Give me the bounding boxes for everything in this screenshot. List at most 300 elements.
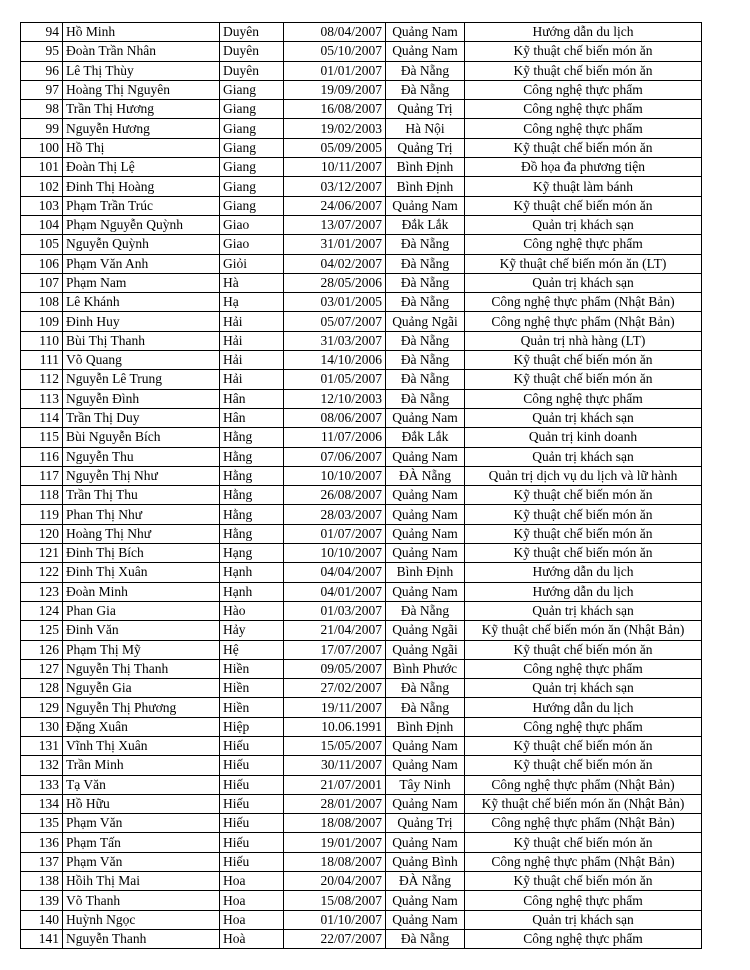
row-number-cell: 99 xyxy=(21,119,63,138)
surname-cell: Phan Thị Như xyxy=(63,505,220,524)
row-number-cell: 98 xyxy=(21,100,63,119)
table-row xyxy=(21,563,702,582)
row-number-cell: 113 xyxy=(21,389,63,408)
table-row xyxy=(21,872,702,891)
row-number-cell: 118 xyxy=(21,486,63,505)
major-cell: Hướng dẫn du lịch xyxy=(465,698,702,717)
major-cell: Quản trị khách sạn xyxy=(465,679,702,698)
birth-date-cell: 13/07/2007 xyxy=(284,215,386,234)
surname-cell: Nguyễn Thị Phương xyxy=(63,698,220,717)
major-cell: Quản trị khách sạn xyxy=(465,215,702,234)
table-row xyxy=(21,119,702,138)
surname-cell: Nguyễn Hương xyxy=(63,119,220,138)
major-cell: Kỹ thuật chế biến món ăn xyxy=(465,756,702,775)
table-row xyxy=(21,466,702,485)
table-row xyxy=(21,601,702,620)
row-number-cell: 125 xyxy=(21,621,63,640)
province-cell: Bình Định xyxy=(386,177,465,196)
major-cell: Công nghệ thực phẩm (Nhật Bản) xyxy=(465,814,702,833)
birth-date-cell: 30/11/2007 xyxy=(284,756,386,775)
table-row xyxy=(21,929,702,948)
table-row xyxy=(21,42,702,61)
row-number-cell: 122 xyxy=(21,563,63,582)
row-number-cell: 95 xyxy=(21,42,63,61)
row-number-cell: 103 xyxy=(21,196,63,215)
major-cell: Kỹ thuật chế biến món ăn xyxy=(465,524,702,543)
surname-cell: Nguyễn Quỳnh xyxy=(63,235,220,254)
table-row xyxy=(21,254,702,273)
given-name-cell: Hải xyxy=(220,370,284,389)
table-row xyxy=(21,331,702,350)
surname-cell: Võ Thanh xyxy=(63,891,220,910)
given-name-cell: Hải xyxy=(220,351,284,370)
surname-cell: Đinh Văn xyxy=(63,621,220,640)
row-number-cell: 112 xyxy=(21,370,63,389)
province-cell: Đắk Lắk xyxy=(386,428,465,447)
given-name-cell: Hiếu xyxy=(220,756,284,775)
row-number-cell: 137 xyxy=(21,852,63,871)
major-cell: Công nghệ thực phẩm xyxy=(465,891,702,910)
given-name-cell: Hải xyxy=(220,331,284,350)
surname-cell: Bùi Thị Thanh xyxy=(63,331,220,350)
surname-cell: Phạm Tấn xyxy=(63,833,220,852)
surname-cell: Đinh Huy xyxy=(63,312,220,331)
given-name-cell: Hoa xyxy=(220,910,284,929)
row-number-cell: 100 xyxy=(21,138,63,157)
birth-date-cell: 01/03/2007 xyxy=(284,601,386,620)
given-name-cell: Hằng xyxy=(220,466,284,485)
province-cell: Quảng Nam xyxy=(386,505,465,524)
province-cell: Quảng Nam xyxy=(386,910,465,929)
table-row xyxy=(21,910,702,929)
major-cell: Quản trị khách sạn xyxy=(465,447,702,466)
table-row xyxy=(21,717,702,736)
province-cell: ĐÀ Nẵng xyxy=(386,466,465,485)
province-cell: Đà Nẵng xyxy=(386,679,465,698)
row-number-cell: 129 xyxy=(21,698,63,717)
birth-date-cell: 05/07/2007 xyxy=(284,312,386,331)
table-row xyxy=(21,852,702,871)
province-cell: Quảng Trị xyxy=(386,138,465,157)
province-cell: Đà Nẵng xyxy=(386,293,465,312)
major-cell: Quản trị kinh doanh xyxy=(465,428,702,447)
major-cell: Quản trị khách sạn xyxy=(465,910,702,929)
surname-cell: Trần Thị Duy xyxy=(63,408,220,427)
table-row xyxy=(21,370,702,389)
surname-cell: Phạm Văn xyxy=(63,814,220,833)
table-row xyxy=(21,235,702,254)
given-name-cell: Giang xyxy=(220,100,284,119)
given-name-cell: Hạng xyxy=(220,544,284,563)
province-cell: Quảng Nam xyxy=(386,23,465,42)
province-cell: Quảng Nam xyxy=(386,408,465,427)
surname-cell: Phạm Trần Trúc xyxy=(63,196,220,215)
surname-cell: Đoàn Thị Lệ xyxy=(63,158,220,177)
table-row xyxy=(21,544,702,563)
birth-date-cell: 28/03/2007 xyxy=(284,505,386,524)
major-cell: Đồ họa đa phương tiện xyxy=(465,158,702,177)
table-row xyxy=(21,61,702,80)
province-cell: Quảng Nam xyxy=(386,544,465,563)
province-cell: Đà Nẵng xyxy=(386,61,465,80)
row-number-cell: 107 xyxy=(21,273,63,292)
given-name-cell: Hải xyxy=(220,312,284,331)
province-cell: Quảng Nam xyxy=(386,582,465,601)
major-cell: Quản trị khách sạn xyxy=(465,408,702,427)
given-name-cell: Hiệp xyxy=(220,717,284,736)
row-number-cell: 110 xyxy=(21,331,63,350)
given-name-cell: Giao xyxy=(220,235,284,254)
given-name-cell: Hằng xyxy=(220,486,284,505)
given-name-cell: Giao xyxy=(220,215,284,234)
province-cell: Đà Nẵng xyxy=(386,235,465,254)
table-row xyxy=(21,80,702,99)
given-name-cell: Giang xyxy=(220,80,284,99)
birth-date-cell: 04/01/2007 xyxy=(284,582,386,601)
province-cell: Bình Định xyxy=(386,563,465,582)
major-cell: Hướng dẫn du lịch xyxy=(465,23,702,42)
province-cell: Bình Phước xyxy=(386,659,465,678)
table-row xyxy=(21,196,702,215)
given-name-cell: Hiếu xyxy=(220,814,284,833)
major-cell: Kỹ thuật chế biến món ăn xyxy=(465,544,702,563)
row-number-cell: 120 xyxy=(21,524,63,543)
table-row xyxy=(21,158,702,177)
given-name-cell: Hệ xyxy=(220,640,284,659)
given-name-cell: Hiền xyxy=(220,698,284,717)
table-row xyxy=(21,486,702,505)
row-number-cell: 102 xyxy=(21,177,63,196)
birth-date-cell: 19/02/2003 xyxy=(284,119,386,138)
given-name-cell: Giang xyxy=(220,177,284,196)
surname-cell: Nguyễn Lê Trung xyxy=(63,370,220,389)
row-number-cell: 119 xyxy=(21,505,63,524)
row-number-cell: 135 xyxy=(21,814,63,833)
birth-date-cell: 03/12/2007 xyxy=(284,177,386,196)
province-cell: Đà Nẵng xyxy=(386,273,465,292)
birth-date-cell: 27/02/2007 xyxy=(284,679,386,698)
major-cell: Kỹ thuật chế biến món ăn xyxy=(465,196,702,215)
table-row xyxy=(21,23,702,42)
given-name-cell: Hiếu xyxy=(220,736,284,755)
birth-date-cell: 11/07/2006 xyxy=(284,428,386,447)
birth-date-cell: 08/06/2007 xyxy=(284,408,386,427)
province-cell: Quảng Ngãi xyxy=(386,640,465,659)
given-name-cell: Hiếu xyxy=(220,833,284,852)
major-cell: Kỹ thuật chế biến món ăn xyxy=(465,505,702,524)
birth-date-cell: 10/11/2007 xyxy=(284,158,386,177)
province-cell: Đà Nẵng xyxy=(386,254,465,273)
table-row xyxy=(21,505,702,524)
surname-cell: Hồ Hữu xyxy=(63,794,220,813)
table-row xyxy=(21,408,702,427)
given-name-cell: Duyên xyxy=(220,61,284,80)
given-name-cell: Hằng xyxy=(220,524,284,543)
surname-cell: Phan Gia xyxy=(63,601,220,620)
table-row xyxy=(21,524,702,543)
surname-cell: Đinh Thị Bích xyxy=(63,544,220,563)
province-cell: Bình Định xyxy=(386,717,465,736)
row-number-cell: 114 xyxy=(21,408,63,427)
row-number-cell: 128 xyxy=(21,679,63,698)
major-cell: Kỹ thuật chế biến món ăn xyxy=(465,833,702,852)
major-cell: Kỹ thuật chế biến món ăn (Nhật Bản) xyxy=(465,621,702,640)
birth-date-cell: 01/07/2007 xyxy=(284,524,386,543)
birth-date-cell: 19/09/2007 xyxy=(284,80,386,99)
table-row xyxy=(21,891,702,910)
major-cell: Kỹ thuật chế biến món ăn xyxy=(465,61,702,80)
row-number-cell: 140 xyxy=(21,910,63,929)
birth-date-cell: 05/10/2007 xyxy=(284,42,386,61)
province-cell: Đắk Lắk xyxy=(386,215,465,234)
row-number-cell: 106 xyxy=(21,254,63,273)
given-name-cell: Hào xyxy=(220,601,284,620)
table-row xyxy=(21,177,702,196)
row-number-cell: 101 xyxy=(21,158,63,177)
major-cell: Công nghệ thực phẩm (Nhật Bản) xyxy=(465,852,702,871)
province-cell: Quảng Nam xyxy=(386,736,465,755)
province-cell: Hà Nội xyxy=(386,119,465,138)
table-row xyxy=(21,312,702,331)
table-row xyxy=(21,775,702,794)
surname-cell: Huỳnh Ngọc xyxy=(63,910,220,929)
major-cell: Công nghệ thực phẩm xyxy=(465,80,702,99)
table-row xyxy=(21,756,702,775)
given-name-cell: Hạnh xyxy=(220,563,284,582)
birth-date-cell: 01/10/2007 xyxy=(284,910,386,929)
given-name-cell: Hạnh xyxy=(220,582,284,601)
given-name-cell: Hiền xyxy=(220,659,284,678)
birth-date-cell: 18/08/2007 xyxy=(284,852,386,871)
surname-cell: Phạm Nam xyxy=(63,273,220,292)
row-number-cell: 133 xyxy=(21,775,63,794)
birth-date-cell: 21/04/2007 xyxy=(284,621,386,640)
birth-date-cell: 15/08/2007 xyxy=(284,891,386,910)
row-number-cell: 97 xyxy=(21,80,63,99)
province-cell: Quảng Nam xyxy=(386,794,465,813)
province-cell: Quảng Trị xyxy=(386,814,465,833)
major-cell: Công nghệ thực phẩm xyxy=(465,119,702,138)
student-list-table xyxy=(20,22,702,949)
row-number-cell: 108 xyxy=(21,293,63,312)
major-cell: Kỹ thuật chế biến món ăn xyxy=(465,42,702,61)
province-cell: Quảng Ngãi xyxy=(386,621,465,640)
row-number-cell: 109 xyxy=(21,312,63,331)
birth-date-cell: 28/05/2006 xyxy=(284,273,386,292)
province-cell: Quảng Bình xyxy=(386,852,465,871)
province-cell: Quảng Nam xyxy=(386,42,465,61)
birth-date-cell: 20/04/2007 xyxy=(284,872,386,891)
major-cell: Quản trị dịch vụ du lịch và lữ hành xyxy=(465,466,702,485)
province-cell: Bình Định xyxy=(386,158,465,177)
major-cell: Kỹ thuật chế biến món ăn (LT) xyxy=(465,254,702,273)
birth-date-cell: 14/10/2006 xyxy=(284,351,386,370)
province-cell: Quảng Nam xyxy=(386,196,465,215)
birth-date-cell: 17/07/2007 xyxy=(284,640,386,659)
major-cell: Kỹ thuật chế biến món ăn xyxy=(465,351,702,370)
major-cell: Kỹ thuật chế biến món ăn xyxy=(465,872,702,891)
row-number-cell: 131 xyxy=(21,736,63,755)
given-name-cell: Hằng xyxy=(220,428,284,447)
given-name-cell: Hân xyxy=(220,408,284,427)
province-cell: Quảng Nam xyxy=(386,486,465,505)
table-row xyxy=(21,698,702,717)
given-name-cell: Hiếu xyxy=(220,775,284,794)
major-cell: Công nghệ thực phẩm xyxy=(465,929,702,948)
surname-cell: Đoàn Trần Nhân xyxy=(63,42,220,61)
province-cell: Đà Nẵng xyxy=(386,929,465,948)
province-cell: Đà Nẵng xyxy=(386,370,465,389)
row-number-cell: 139 xyxy=(21,891,63,910)
given-name-cell: Giỏi xyxy=(220,254,284,273)
surname-cell: Nguyễn Gia xyxy=(63,679,220,698)
table-row xyxy=(21,736,702,755)
major-cell: Công nghệ thực phẩm xyxy=(465,100,702,119)
row-number-cell: 138 xyxy=(21,872,63,891)
table-row xyxy=(21,428,702,447)
row-number-cell: 116 xyxy=(21,447,63,466)
row-number-cell: 134 xyxy=(21,794,63,813)
table-body xyxy=(21,23,702,949)
table-row xyxy=(21,833,702,852)
given-name-cell: Hà xyxy=(220,273,284,292)
birth-date-cell: 05/09/2005 xyxy=(284,138,386,157)
row-number-cell: 94 xyxy=(21,23,63,42)
given-name-cell: Hảy xyxy=(220,621,284,640)
table-row xyxy=(21,659,702,678)
province-cell: Đà Nẵng xyxy=(386,351,465,370)
given-name-cell: Hiền xyxy=(220,679,284,698)
surname-cell: Phạm Văn Anh xyxy=(63,254,220,273)
table-row xyxy=(21,293,702,312)
birth-date-cell: 07/06/2007 xyxy=(284,447,386,466)
major-cell: Kỹ thuật chế biến món ăn xyxy=(465,640,702,659)
surname-cell: Hồ Thị xyxy=(63,138,220,157)
surname-cell: Đinh Thị Xuân xyxy=(63,563,220,582)
table-row xyxy=(21,640,702,659)
province-cell: Quảng Nam xyxy=(386,756,465,775)
surname-cell: Phạm Văn xyxy=(63,852,220,871)
table-row xyxy=(21,351,702,370)
birth-date-cell: 31/01/2007 xyxy=(284,235,386,254)
major-cell: Kỹ thuật chế biến món ăn xyxy=(465,486,702,505)
surname-cell: Trần Thị Hương xyxy=(63,100,220,119)
birth-date-cell: 22/07/2007 xyxy=(284,929,386,948)
given-name-cell: Giang xyxy=(220,138,284,157)
birth-date-cell: 01/01/2007 xyxy=(284,61,386,80)
birth-date-cell: 01/05/2007 xyxy=(284,370,386,389)
birth-date-cell: 10/10/2007 xyxy=(284,544,386,563)
table-row xyxy=(21,273,702,292)
surname-cell: Hoàng Thị Như xyxy=(63,524,220,543)
birth-date-cell: 10.06.1991 xyxy=(284,717,386,736)
given-name-cell: Duyên xyxy=(220,23,284,42)
major-cell: Công nghệ thực phẩm (Nhật Bản) xyxy=(465,312,702,331)
major-cell: Kỹ thuật chế biến món ăn xyxy=(465,138,702,157)
province-cell: Đà Nẵng xyxy=(386,601,465,620)
major-cell: Công nghệ thực phẩm (Nhật Bản) xyxy=(465,293,702,312)
surname-cell: Phạm Thị Mỹ xyxy=(63,640,220,659)
table-row xyxy=(21,100,702,119)
birth-date-cell: 16/08/2007 xyxy=(284,100,386,119)
row-number-cell: 115 xyxy=(21,428,63,447)
given-name-cell: Hằng xyxy=(220,505,284,524)
surname-cell: Nguyễn Thị Như xyxy=(63,466,220,485)
major-cell: Công nghệ thực phẩm xyxy=(465,235,702,254)
major-cell: Kỹ thuật chế biến món ăn xyxy=(465,370,702,389)
row-number-cell: 141 xyxy=(21,929,63,948)
surname-cell: Trần Thị Thu xyxy=(63,486,220,505)
given-name-cell: Hiếu xyxy=(220,852,284,871)
province-cell: Quảng Nam xyxy=(386,833,465,852)
major-cell: Hướng dẫn du lịch xyxy=(465,563,702,582)
birth-date-cell: 12/10/2003 xyxy=(284,389,386,408)
row-number-cell: 104 xyxy=(21,215,63,234)
province-cell: Quảng Nam xyxy=(386,524,465,543)
birth-date-cell: 19/01/2007 xyxy=(284,833,386,852)
birth-date-cell: 31/03/2007 xyxy=(284,331,386,350)
row-number-cell: 105 xyxy=(21,235,63,254)
surname-cell: Hoàng Thị Nguyên xyxy=(63,80,220,99)
row-number-cell: 123 xyxy=(21,582,63,601)
surname-cell: Hồih Thị Mai xyxy=(63,872,220,891)
table-row xyxy=(21,582,702,601)
surname-cell: Nguyễn Thu xyxy=(63,447,220,466)
row-number-cell: 124 xyxy=(21,601,63,620)
province-cell: Quảng Trị xyxy=(386,100,465,119)
birth-date-cell: 18/08/2007 xyxy=(284,814,386,833)
given-name-cell: Hạ xyxy=(220,293,284,312)
table-row xyxy=(21,814,702,833)
major-cell: Công nghệ thực phẩm xyxy=(465,717,702,736)
major-cell: Quản trị khách sạn xyxy=(465,601,702,620)
province-cell: Đà Nẵng xyxy=(386,331,465,350)
birth-date-cell: 04/02/2007 xyxy=(284,254,386,273)
birth-date-cell: 04/04/2007 xyxy=(284,563,386,582)
given-name-cell: Hoà xyxy=(220,929,284,948)
given-name-cell: Hằng xyxy=(220,447,284,466)
given-name-cell: Giang xyxy=(220,196,284,215)
surname-cell: Phạm Nguyễn Quỳnh xyxy=(63,215,220,234)
province-cell: Quảng Ngãi xyxy=(386,312,465,331)
row-number-cell: 127 xyxy=(21,659,63,678)
province-cell: Quảng Nam xyxy=(386,447,465,466)
table-row xyxy=(21,389,702,408)
surname-cell: Đoàn Minh xyxy=(63,582,220,601)
birth-date-cell: 26/08/2007 xyxy=(284,486,386,505)
surname-cell: Hồ Minh xyxy=(63,23,220,42)
given-name-cell: Duyên xyxy=(220,42,284,61)
given-name-cell: Hoa xyxy=(220,891,284,910)
major-cell: Kỹ thuật chế biến món ăn xyxy=(465,736,702,755)
given-name-cell: Giang xyxy=(220,119,284,138)
surname-cell: Lê Thị Thùy xyxy=(63,61,220,80)
table-row xyxy=(21,621,702,640)
surname-cell: Đặng Xuân xyxy=(63,717,220,736)
major-cell: Công nghệ thực phẩm (Nhật Bản) xyxy=(465,775,702,794)
major-cell: Hướng dẫn du lịch xyxy=(465,582,702,601)
birth-date-cell: 03/01/2005 xyxy=(284,293,386,312)
row-number-cell: 130 xyxy=(21,717,63,736)
table-row xyxy=(21,679,702,698)
birth-date-cell: 08/04/2007 xyxy=(284,23,386,42)
birth-date-cell: 28/01/2007 xyxy=(284,794,386,813)
given-name-cell: Hoa xyxy=(220,872,284,891)
surname-cell: Lê Khánh xyxy=(63,293,220,312)
province-cell: Tây Ninh xyxy=(386,775,465,794)
surname-cell: Võ Quang xyxy=(63,351,220,370)
major-cell: Quản trị khách sạn xyxy=(465,273,702,292)
